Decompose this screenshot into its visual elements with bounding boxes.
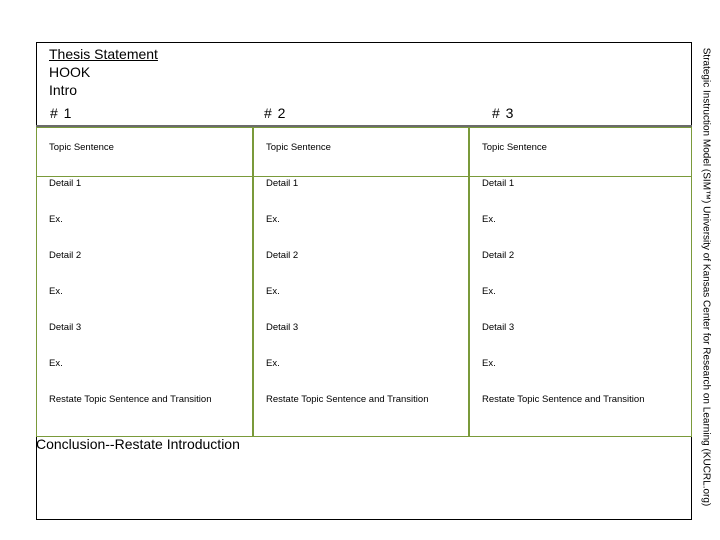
grid-cell-text: Ex. bbox=[266, 286, 280, 297]
intro-label: Intro bbox=[49, 82, 78, 98]
grid-cell-text: Detail 2 bbox=[266, 250, 299, 261]
grid-cell-text: Ex. bbox=[482, 214, 496, 225]
grid-cell-text: Restate Topic Sentence and Transition bbox=[49, 394, 212, 405]
conclusion-label: Conclusion--Restate Introduction bbox=[36, 436, 240, 452]
grid-cell-text: Topic Sentence bbox=[482, 142, 547, 153]
grid-cell-text: Ex. bbox=[266, 214, 280, 225]
grid-cell-text: Ex. bbox=[482, 286, 496, 297]
grid-cell-text: Ex. bbox=[266, 358, 280, 369]
grid-cell-text: Ex. bbox=[49, 358, 63, 369]
intro-block bbox=[49, 45, 158, 99]
body-paragraph-grid bbox=[36, 125, 692, 437]
grid-cell-text: Ex. bbox=[482, 358, 496, 369]
grid-row-divider bbox=[36, 176, 692, 177]
grid-cell-text: Ex. bbox=[49, 214, 63, 225]
grid-cell-text: Detail 3 bbox=[266, 322, 299, 333]
grid-column-1 bbox=[36, 127, 253, 437]
grid-column-2 bbox=[253, 127, 469, 437]
grid-cell-text: Detail 1 bbox=[49, 178, 82, 189]
grid-cell-text: Restate Topic Sentence and Transition bbox=[266, 394, 429, 405]
grid-cell-text: Detail 3 bbox=[482, 322, 515, 333]
grid-cell-text: Topic Sentence bbox=[49, 142, 114, 153]
grid-cell-text: Ex. bbox=[49, 286, 63, 297]
thesis-statement: Thesis Statement bbox=[49, 46, 158, 62]
grid-cell-text: Detail 1 bbox=[482, 178, 515, 189]
column-number-2: # 2 bbox=[264, 105, 287, 121]
hook-label: HOOK bbox=[49, 64, 91, 80]
side-caption: Strategic Instruction Model (SIM™) University of Kansas Center for Research on Learning (KUCRL.org) bbox=[700, 47, 712, 507]
grid-cell-text: Detail 1 bbox=[266, 178, 299, 189]
column-number-1: # 1 bbox=[50, 105, 73, 121]
grid-column-3 bbox=[469, 127, 692, 437]
grid-cell-text: Detail 3 bbox=[49, 322, 82, 333]
grid-cell-text: Restate Topic Sentence and Transition bbox=[482, 394, 645, 405]
column-number-3: # 3 bbox=[492, 105, 515, 121]
grid-cell-text: Detail 2 bbox=[482, 250, 515, 261]
grid-cell-text: Detail 2 bbox=[49, 250, 82, 261]
grid-cell-text: Topic Sentence bbox=[266, 142, 331, 153]
